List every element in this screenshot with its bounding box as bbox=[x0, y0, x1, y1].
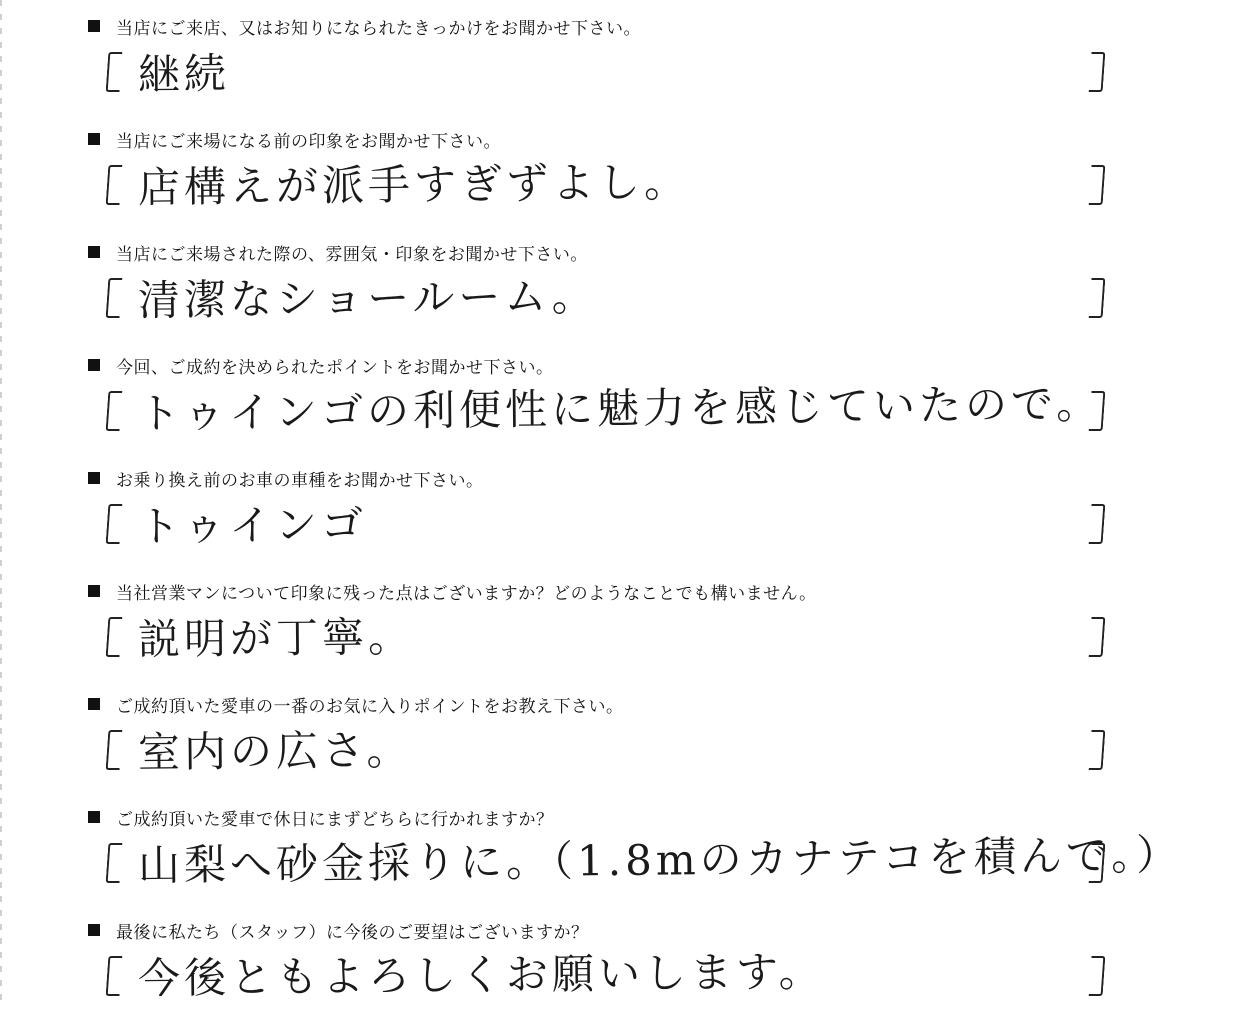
question-text: 今回、ご成約を決められたポイントをお聞かせ下さい。 bbox=[116, 357, 554, 378]
square-bullet-icon bbox=[88, 359, 100, 371]
close-bracket bbox=[1089, 391, 1106, 431]
close-bracket bbox=[1089, 165, 1106, 205]
question-text: 当社営業マンについて印象に残った点はございますか？どのようなことでも構いません。 bbox=[116, 583, 817, 604]
open-bracket bbox=[106, 730, 123, 770]
open-bracket bbox=[106, 165, 123, 205]
handwritten-answer: 山梨へ砂金採りに。（1.8mのカナテコを積んで。） bbox=[137, 830, 1183, 890]
close-bracket bbox=[1089, 617, 1106, 657]
close-bracket bbox=[1089, 278, 1106, 318]
close-bracket bbox=[1089, 52, 1106, 92]
question-text: 最後に私たち（スタッフ）に今後のご要望はございますか？ bbox=[116, 922, 589, 943]
open-bracket bbox=[106, 52, 123, 92]
close-bracket bbox=[1089, 730, 1106, 770]
question-text: 当店にご来場された際の、雰囲気・印象をお聞かせ下さい。 bbox=[116, 244, 588, 265]
open-bracket bbox=[106, 956, 123, 996]
square-bullet-icon bbox=[88, 20, 100, 32]
question-text: 当店にご来店、又はお知りになられたきっかけをお聞かせ下さい。 bbox=[116, 18, 641, 39]
survey-item bbox=[0, 791, 1242, 903]
open-bracket bbox=[106, 617, 123, 657]
survey-item bbox=[0, 904, 1242, 1016]
square-bullet-icon bbox=[88, 811, 100, 823]
question-row bbox=[88, 240, 588, 264]
handwritten-answer: 店構えが派手すぎずよし。 bbox=[137, 157, 691, 212]
question-text: お乗り換え前のお車の車種をお聞かせ下さい。 bbox=[116, 470, 484, 491]
question-row bbox=[88, 127, 501, 151]
survey-item bbox=[0, 0, 1242, 112]
handwritten-answer: 継続 bbox=[137, 49, 231, 99]
open-bracket bbox=[106, 391, 123, 431]
question-row bbox=[88, 353, 554, 377]
handwritten-answer: 室内の広さ。 bbox=[137, 725, 413, 777]
question-row bbox=[88, 918, 589, 942]
survey-item bbox=[0, 452, 1242, 564]
question-row bbox=[88, 14, 641, 38]
question-row bbox=[88, 692, 624, 716]
survey-item bbox=[0, 226, 1242, 338]
open-bracket bbox=[106, 278, 123, 318]
survey-item bbox=[0, 339, 1242, 451]
question-text: 当店にご来場になる前の印象をお聞かせ下さい。 bbox=[116, 131, 501, 152]
square-bullet-icon bbox=[88, 585, 100, 597]
question-text: ご成約頂いた愛車で休日にまずどちらに行かれますか？ bbox=[116, 809, 554, 830]
handwritten-answer: トゥインゴ bbox=[137, 499, 368, 551]
survey-item bbox=[0, 565, 1242, 677]
question-text: ご成約頂いた愛車の一番のお気に入りポイントをお教え下さい。 bbox=[116, 696, 624, 717]
question-row bbox=[88, 579, 817, 603]
open-bracket bbox=[106, 843, 123, 883]
square-bullet-icon bbox=[88, 472, 100, 484]
survey-item bbox=[0, 113, 1242, 225]
square-bullet-icon bbox=[88, 246, 100, 258]
survey-item bbox=[0, 678, 1242, 790]
open-bracket bbox=[106, 504, 123, 544]
handwritten-answer: トゥインゴの利便性に魅力を感じていたので。 bbox=[137, 378, 1103, 438]
close-bracket bbox=[1089, 843, 1106, 883]
close-bracket bbox=[1089, 504, 1106, 544]
square-bullet-icon bbox=[88, 924, 100, 936]
square-bullet-icon bbox=[88, 133, 100, 145]
square-bullet-icon bbox=[88, 698, 100, 710]
handwritten-answer: 今後ともよろしくお願いします。 bbox=[137, 946, 825, 1003]
question-row bbox=[88, 805, 554, 829]
handwritten-answer: 説明が丁寧。 bbox=[137, 612, 415, 664]
close-bracket bbox=[1089, 956, 1106, 996]
question-row bbox=[88, 466, 484, 490]
handwritten-answer: 清潔なショールーム。 bbox=[137, 271, 598, 325]
